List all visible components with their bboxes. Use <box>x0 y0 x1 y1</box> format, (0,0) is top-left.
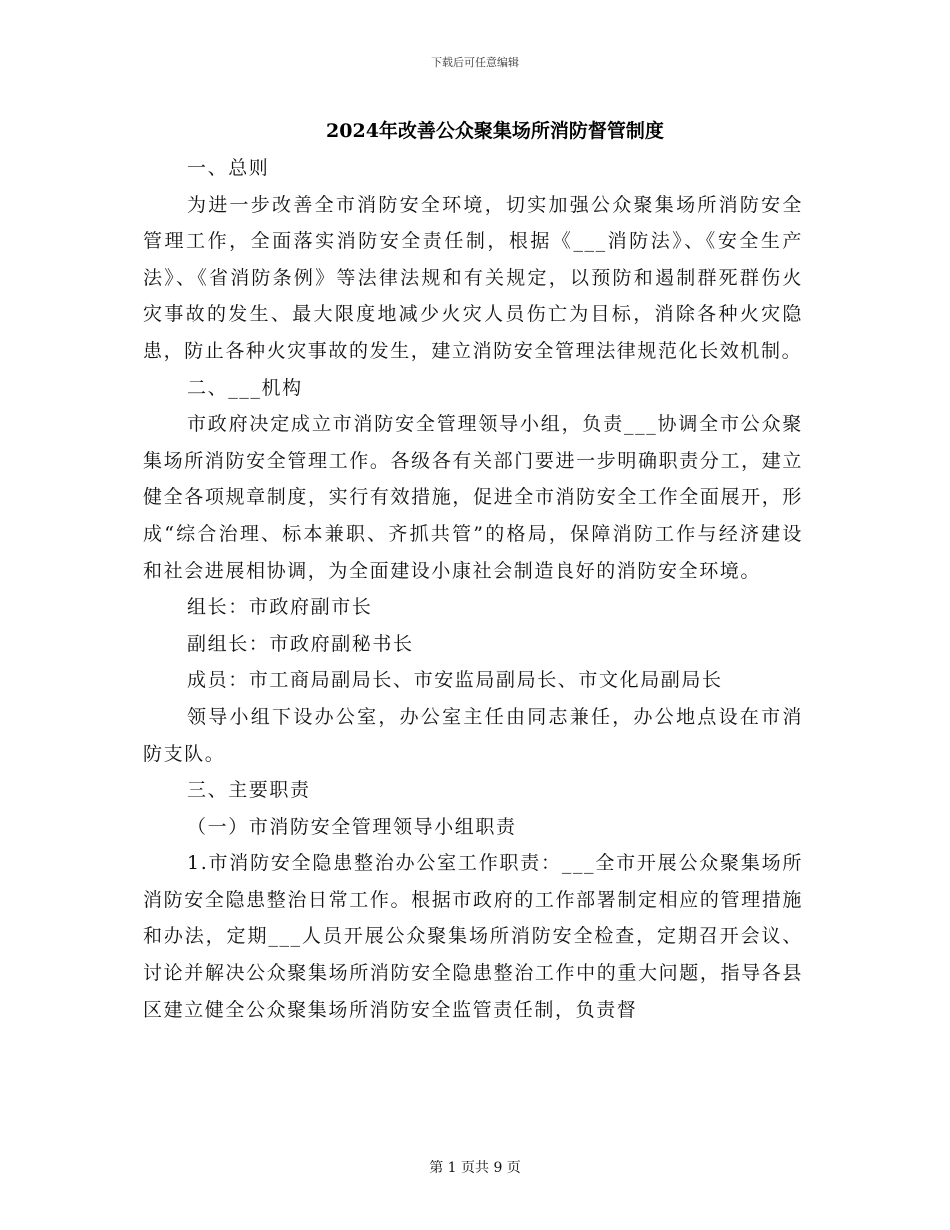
deputy-leader-line: 副组长：市政府副秘书长 <box>187 632 414 655</box>
paragraph-duties-1: 1.市消防安全隐患整治办公室工作职责：___全市开展公众聚集场所消防安全隐患整治日常工作。根据市政府的工作部署制定相应的管理措施和办法，定期___人员开展公众聚集场所消防安全检查，定期召开会议、讨论并解决公众聚集场所消防安全隐患整治工作中的重大问题，指导各县区建立健全公众聚集场所消防安全监管责任制，负责督 <box>143 852 803 1021</box>
section-heading-general: 一、总则 <box>187 157 270 179</box>
page-header-note: 下载后可任意编辑 <box>431 56 519 69</box>
paragraph-general: 为进一步改善全市消防安全环境，切实加强公众聚集场所消防安全管理工作，全面落实消防安全责任制，根据《___消防法》、《安全生产法》、《省消防条例》等法律法规和有关规定，以预防和遏制群死群伤火灾事故的发生、最大限度地减少火灾人员伤亡为目标，消除各种火灾隐患，防止各种火灾事故的发生，建立消防安全管理法律规范化长效机制。 <box>143 193 803 362</box>
subsection-heading: （一）市消防安全管理领导小组职责 <box>187 815 517 838</box>
office-paragraph: 领导小组下设办公室，办公室主任由同志兼任，办公地点设在市消防支队。 <box>143 705 803 765</box>
members-line: 成员：市工商局副局长、市安监局副局长、市文化局副局长 <box>187 669 723 692</box>
section-heading-duties: 三、主要职责 <box>187 779 311 802</box>
page-footer-number: 第 1 页共 9 页 <box>429 1160 521 1176</box>
document-title: 2024年改善公众聚集场所消防督管制度 <box>326 120 664 142</box>
leader-line: 组长：市政府副市长 <box>187 596 373 619</box>
paragraph-organization: 市政府决定成立市消防安全管理领导小组，负责___协调全市公众聚集场所消防安全管理工作。各级各有关部门要进一步明确职责分工，建立健全各项规章制度，实行有效措施，促进全市消防安全工作全面展开，形成“综合治理、标本兼职、齐抓共管”的格局，保障消防工作与经济建设和社会进展相协调，为全面建设小康社会制造良好的消防安全环境。 <box>143 413 803 582</box>
section-heading-organization: 二、___机构 <box>187 376 303 399</box>
document-body <box>143 150 803 1028</box>
